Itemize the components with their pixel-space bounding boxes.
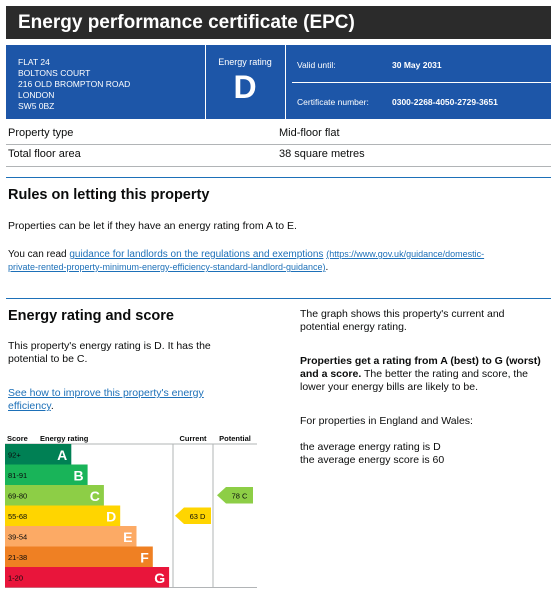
- certificate-number-value: 0300-2268-4050-2729-3651: [392, 97, 498, 107]
- score-heading: Energy rating and score: [8, 308, 174, 324]
- band-score-label: 39-54: [8, 532, 28, 542]
- energy-rating-label: Energy rating: [218, 57, 272, 67]
- graph-explanation: [300, 308, 550, 334]
- band-bar: [35, 526, 137, 547]
- guidance-prefix: You can read: [8, 249, 70, 260]
- floor-area-value: 38 square metres: [279, 148, 365, 160]
- section-divider: [6, 177, 551, 178]
- energy-rating-chart: [5, 432, 257, 590]
- rating-explanation-text: The better the rating and score, the: [361, 368, 529, 380]
- score-text-line: potential to be C.: [8, 353, 88, 365]
- improve-text: [8, 387, 204, 413]
- floor-area-label: Total floor area: [8, 148, 81, 160]
- letting-text: Properties can be let if they have an energy rating from A to E.: [8, 220, 297, 232]
- property-address: [18, 57, 130, 112]
- letting-heading: Rules on letting this property: [8, 187, 210, 203]
- score-text: [8, 340, 211, 366]
- band-letter: B: [73, 467, 84, 484]
- property-type-value: Mid-floor flat: [279, 127, 340, 139]
- energy-rating-letter: D: [233, 69, 257, 105]
- divider: [292, 82, 551, 83]
- guidance-url-link[interactable]: private-rented-property-minimum-energy-efficiency-standard-landlord-guidance): [8, 262, 326, 272]
- guidance-suffix: .: [325, 262, 329, 273]
- floor-area-row: [6, 145, 551, 165]
- current-column-header: Current: [179, 434, 207, 443]
- improve-link[interactable]: efficiency: [8, 400, 51, 412]
- rating-column-header: Energy rating: [40, 434, 89, 443]
- guidance-url-link[interactable]: (https://www.gov.uk/guidance/domestic-: [326, 249, 485, 259]
- england-wales-text: For properties in England and Wales:: [300, 415, 473, 427]
- epc-summary-box: [6, 45, 551, 119]
- improve-suffix: .: [50, 400, 54, 412]
- score-column-header: Score: [7, 434, 28, 443]
- guidance-link[interactable]: guidance for landlords on the regulations and exemptions: [69, 249, 324, 260]
- band-letter: E: [123, 529, 133, 545]
- section-divider: [6, 298, 551, 299]
- row-divider: [6, 166, 551, 167]
- letting-guidance-text: [8, 248, 484, 274]
- page-title: Energy performance certificate (EPC): [6, 6, 551, 39]
- address-line: LONDON: [18, 90, 55, 100]
- band-score-label: 69-80: [8, 491, 28, 501]
- improve-link[interactable]: See how to improve this property's energy: [8, 387, 204, 399]
- average-score-text: the average energy score is 60: [300, 454, 445, 466]
- band-score-label: 81-91: [8, 471, 28, 480]
- address-line: SW5 0BZ: [18, 101, 55, 111]
- potential-rating-label: 78 C: [231, 491, 248, 501]
- current-rating-label: 63 D: [189, 511, 206, 521]
- band-score-label: 92+: [8, 450, 21, 460]
- score-text-line: This property's energy rating is D. It has the: [8, 340, 211, 352]
- property-type-row: [6, 124, 551, 144]
- band-score-label: 55-68: [8, 512, 28, 521]
- explanation-line: potential energy rating.: [300, 321, 407, 333]
- band-letter: C: [89, 488, 100, 504]
- explanation-line: The graph shows this property's current and: [300, 308, 505, 320]
- rating-explanation: [300, 355, 550, 394]
- address-line: FLAT 24: [18, 57, 50, 67]
- rating-explanation-text: lower your energy bills are likely to be.: [300, 381, 478, 393]
- band-bar: [35, 567, 169, 588]
- band-score-label: 21-38: [8, 553, 28, 562]
- band-letter: G: [154, 570, 166, 586]
- valid-until-value: 30 May 2031: [392, 60, 442, 70]
- address-line: 216 OLD BROMPTON ROAD: [18, 79, 131, 89]
- average-rating-text: the average energy rating is D: [300, 441, 441, 453]
- rating-explanation-bold: Properties get a rating from A (best) to G (worst): [300, 355, 541, 367]
- address-line: BOLTONS COURT: [18, 68, 91, 78]
- divider: [285, 45, 286, 119]
- valid-until-label: Valid until:: [297, 60, 336, 70]
- certificate-number-label: Certificate number:: [297, 97, 369, 107]
- rating-explanation-bold: and a score.: [300, 368, 362, 380]
- band-letter: F: [140, 549, 149, 566]
- band-bar: [35, 547, 153, 568]
- band-letter: A: [57, 447, 68, 463]
- band-letter: D: [106, 508, 117, 525]
- potential-column-header: Potential: [219, 434, 251, 443]
- property-type-label: Property type: [8, 127, 74, 139]
- band-score-label: 1-20: [8, 573, 24, 583]
